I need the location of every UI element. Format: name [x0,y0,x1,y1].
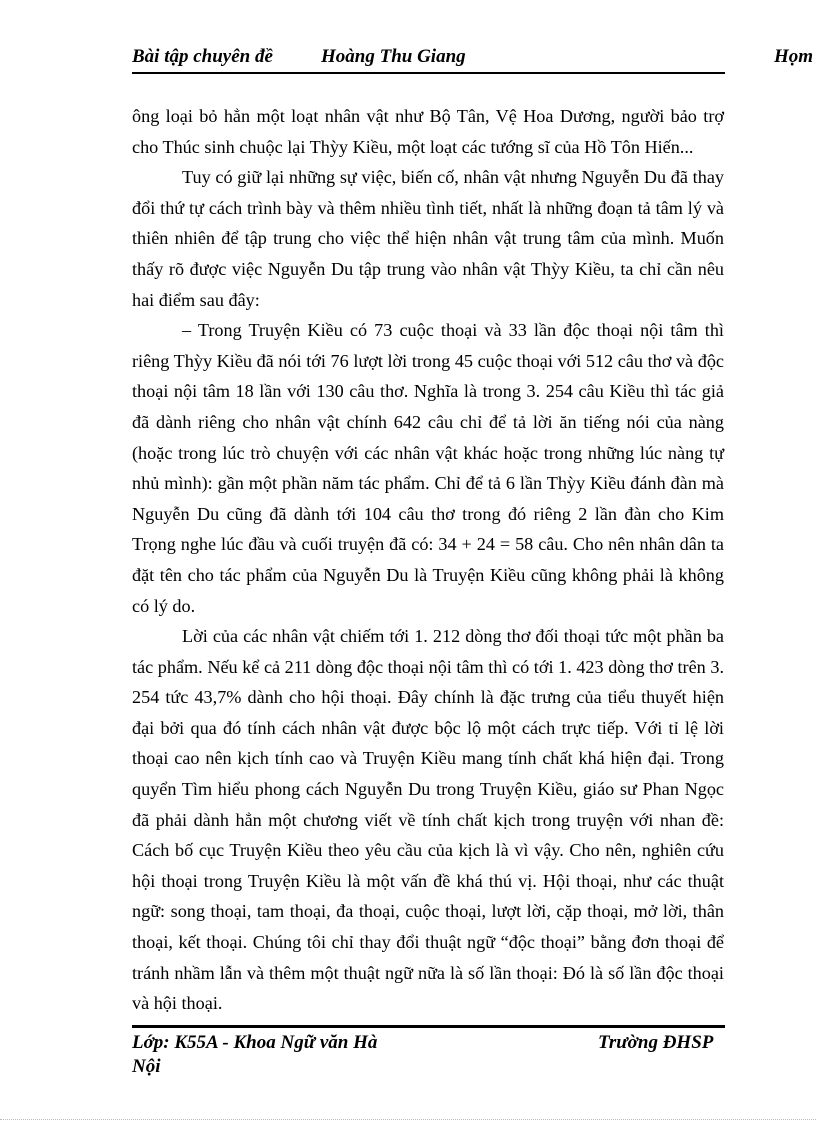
paragraph-2: Tuy có giữ lại những sự việc, biến cố, nhân vật nhưng Nguyễn Du đã thay đổi thứ tự cách trình bày và thêm nhiều tình tiết, nhất là những đoạn tả tâm lý và thiên nhiên để tập trung cho việc thể hiện nhân vật trung tâm của mình. Muốn thấy rõ được việc Nguyễn Du tập trung vào nhân vật Thỳy Kiều, ta chỉ cần nêu hai điểm sau đây: [132,167,724,310]
footer-school-name: Trường ĐHSP [598,1032,714,1053]
page-bottom-edge [0,1119,816,1120]
footer-class-info: Lớp: K55A - Khoa Ngữ văn Hà Nội [132,1032,378,1077]
header-truncated-text: Họm [774,46,814,67]
paragraph-4: Lời của các nhân vật chiếm tới 1. 212 dòng thơ đối thoại tức một phần ba tác phẩm. Nếu kể cả 211 dòng độc thoại nội tâm thì có tới 1. 423 dòng thơ trên 3. 254 tức 43,7% dành cho hội thoại. Đây chính là đặc trưng của tiểu thuyết hiện đại bởi qua đó tính cách nhân vật được bộc lộ một cách trực tiếp. Với tỉ lệ lời thoại cao nên kịch tính cao và Truyện Kiều mang tính chất khá hiện đại. Trong quyển Tìm hiểu phong cách Nguyễn Du trong Truyện Kiều, giáo sư Phan Ngọc đã phải dành hẳn một chương viết về tính chất kịch trong truyện với nhan đề: Cách bố cục Truyện Kiều theo yêu cầu của kịch là vì vậy. Cho nên, nghiên cứu hội thoại trong Truyện Kiều là một vấn đề khá thú vị. Hội thoại, như các thuật ngữ: song thoại, tam thoại, đa thoại, cuộc thoại, lượt lời, cặp thoại, mở lời, thân thoại, kết thoại. Chúng tôi chỉ thay đổi thuật ngữ “độc thoại” bằng đơn thoại để tránh nhầm lẫn và thêm một thuật ngữ nữa là số lần thoại: Đó là số lần độc thoại và hội thoại. [132,626,724,1014]
document-body [132,101,724,1019]
footer-divider [132,1025,725,1028]
header-course-title: Bài tập chuyên đề [132,46,273,67]
paragraph-1: ông loại bỏ hẳn một loạt nhân vật như Bộ Tân, Vệ Hoa Dương, người bảo trợ cho Thúc sinh chuộc lại Thỳy Kiều, một loạt các tướng sĩ của Hồ Tôn Hiến... [132,106,724,157]
header-divider [132,72,725,74]
paragraph-3: – Trong Truyện Kiều có 73 cuộc thoại và 33 lần độc thoại nội tâm thì riêng Thỳy Kiều đã nói tới 76 lượt lời trong 45 cuộc thoại với 512 câu thơ và độc thoại nội tâm 18 lần với 130 câu thơ. Nghĩa là trong 3. 254 câu Kiều thì tác giả đã dành riêng cho nhân vật chính 642 câu chỉ để tả lời ăn tiếng nói của nàng (hoặc trong lúc trò chuyện với các nhân vật khác hoặc trong những lúc nàng tự nhủ mình): gần một phần năm tác phẩm. Chỉ để tả 6 lần Thỳy Kiều đánh đàn mà Nguyễn Du cũng đã dành tới 104 câu thơ trong đó riêng 2 lần đàn cho Kim Trọng nghe lúc đầu và cuối truyện đã có: 34 + 24 = 58 câu. Cho nên nhân dân ta đặt tên cho tác phẩm của Nguyễn Du là Truyện Kiều cũng không phải là không có lý do. [132,320,724,616]
header-author-name: Hoàng Thu Giang [321,46,466,67]
